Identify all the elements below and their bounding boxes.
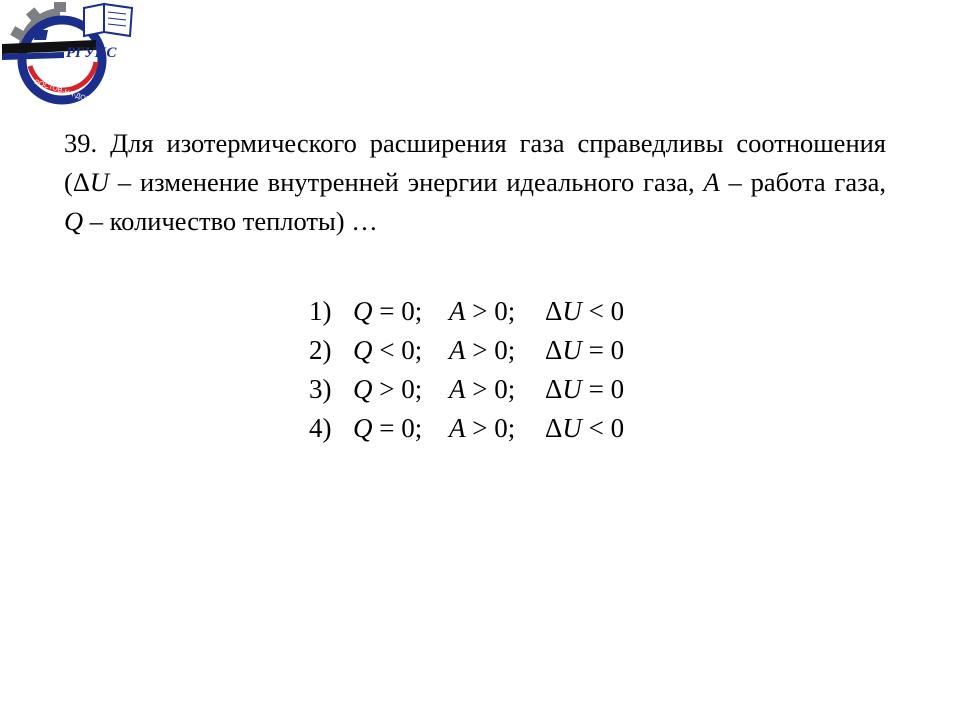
question-part-1: 39. Для изотермического расширения газа справедливы соотношения (Δ	[64, 128, 886, 197]
option-number: 3)	[309, 374, 332, 404]
logo-abbreviation: РГУПС	[66, 45, 117, 61]
option-du-condition: ΔU = 0	[545, 374, 625, 404]
option-a-condition: A > 0;	[449, 413, 516, 443]
answer-options	[309, 292, 624, 448]
option-a-condition: A > 0;	[449, 296, 516, 326]
option-q-condition: Q = 0;	[353, 296, 423, 326]
option-number: 1)	[309, 296, 332, 326]
option-a-condition: A > 0;	[449, 374, 516, 404]
option-q-condition: Q > 0;	[353, 374, 423, 404]
option-q-condition: Q < 0;	[353, 335, 423, 365]
option-a-condition: A > 0;	[449, 335, 516, 365]
variable-q: Q	[64, 206, 84, 236]
answer-option-2	[309, 331, 624, 370]
logo-ring-text: РОСТОВ-НА-ДОНУ	[33, 79, 96, 106]
option-number: 4)	[309, 413, 332, 443]
question-text	[64, 124, 886, 241]
answer-option-4	[309, 409, 624, 448]
option-du-condition: ΔU < 0	[545, 413, 625, 443]
variable-a: A	[703, 167, 720, 197]
answer-option-3	[309, 370, 624, 409]
option-du-condition: ΔU < 0	[545, 296, 625, 326]
option-du-condition: ΔU = 0	[545, 335, 625, 365]
question-part-4: – количество теплоты) …	[83, 206, 378, 236]
university-logo	[0, 0, 140, 110]
answer-option-1	[309, 292, 624, 331]
book-icon	[84, 4, 132, 36]
question-part-3: – работа газа,	[719, 167, 886, 197]
question-part-2: – изменение внутренней энергии идеального газа,	[109, 167, 704, 197]
variable-u: U	[89, 167, 110, 197]
option-number: 2)	[309, 335, 332, 365]
option-q-condition: Q = 0;	[353, 413, 423, 443]
